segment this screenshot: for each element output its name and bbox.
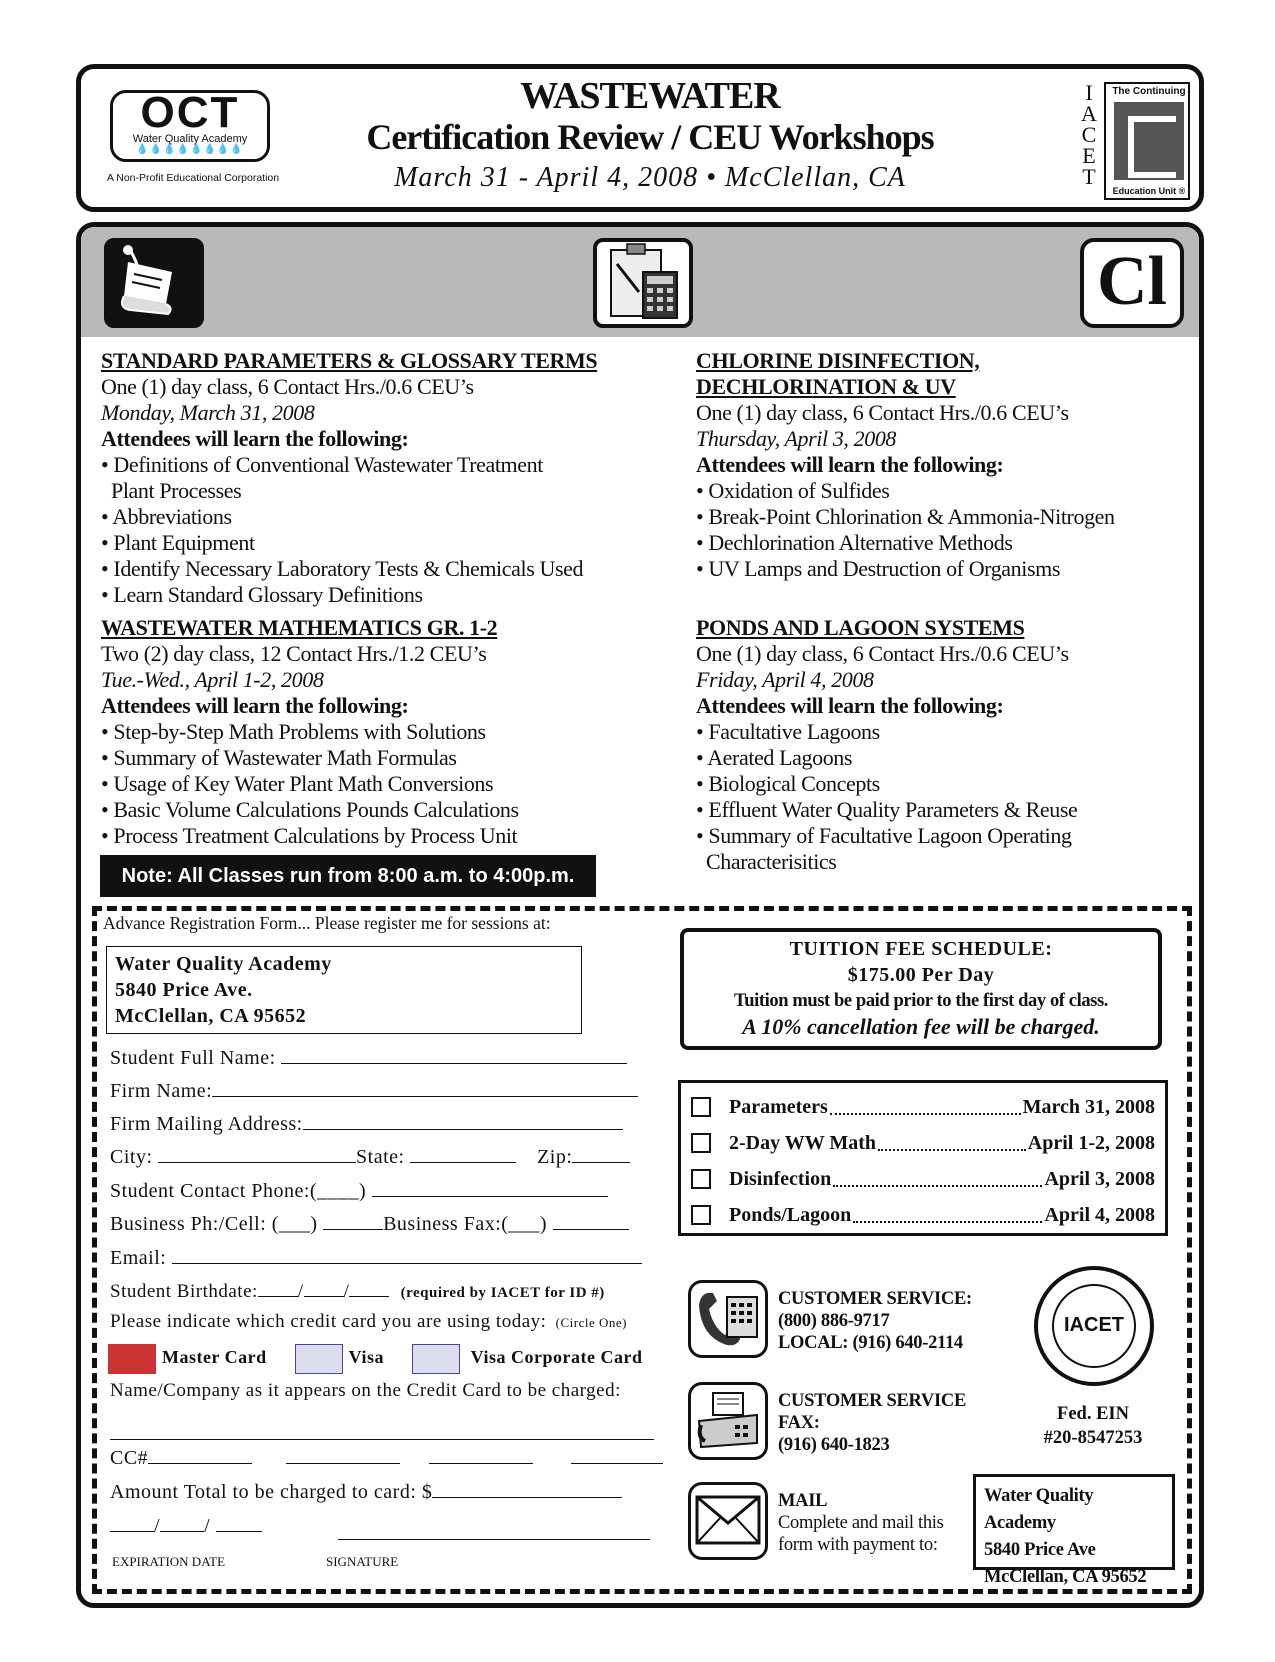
- page-subtitle: Certification Review / CEU Workshops: [366, 117, 934, 157]
- amount-field[interactable]: [110, 1480, 622, 1504]
- course-learn-heading: Attendees will learn the following:: [101, 693, 409, 718]
- session-row-ponds[interactable]: [691, 1197, 1155, 1233]
- course-math: [101, 615, 661, 849]
- business-fax-input[interactable]: [553, 1212, 629, 1230]
- chlorine-symbol-icon: Cl: [1080, 238, 1184, 328]
- business-phone-input[interactable]: [323, 1212, 383, 1230]
- course-duration: Two (2) day class, 12 Contact Hrs./1.2 CEU’s: [101, 641, 487, 666]
- iacet-letter: T: [1082, 164, 1096, 189]
- cc-circle-note: (Circle One): [555, 1315, 628, 1330]
- fax-title: CUSTOMER SERVICE: [778, 1391, 966, 1411]
- cc-number-field[interactable]: [110, 1446, 663, 1470]
- birthdate-note: (required by IACET for ID #): [400, 1285, 605, 1301]
- course-date: Monday, March 31, 2008: [101, 400, 315, 425]
- water-drops-icon: 💧💧💧💧💧💧💧💧: [136, 144, 244, 155]
- visa-corporate-icon: [412, 1344, 460, 1374]
- session-date: April 3, 2008: [1044, 1167, 1155, 1190]
- birth-year-input[interactable]: [349, 1279, 389, 1297]
- course-title: WASTEWATER MATHEMATICS GR. 1-2: [101, 615, 498, 640]
- course-item: • Step-by-Step Math Problems with Solutions: [101, 719, 486, 744]
- fee-price: $175.00 Per Day: [847, 964, 995, 986]
- page-title: WASTEWATER: [520, 75, 780, 117]
- course-item: • Plant Equipment: [101, 530, 255, 555]
- course-item: • Oxidation of Sulfides: [696, 478, 890, 503]
- name-on-card-label: Name/Company as it appears on the Credit Card to be charged:: [110, 1380, 621, 1401]
- course-item: • Biological Concepts: [696, 771, 880, 796]
- name-on-card-input[interactable]: [110, 1422, 654, 1440]
- birth-day-input[interactable]: [304, 1279, 344, 1297]
- seal-text: IACET: [1064, 1314, 1124, 1336]
- leader-dots: [833, 1181, 1042, 1187]
- student-name-field[interactable]: [110, 1046, 627, 1070]
- fax-machine-icon: [688, 1382, 768, 1460]
- course-learn-heading: Attendees will learn the following:: [696, 452, 1004, 477]
- session-name: 2-Day WW Math: [729, 1131, 877, 1154]
- ceu-logo: [1104, 82, 1190, 200]
- course-learn-heading: Attendees will learn the following:: [101, 426, 409, 451]
- course-title: STANDARD PARAMETERS & GLOSSARY TERMS: [101, 348, 598, 373]
- mail-instruction: form with payment to:: [778, 1535, 938, 1555]
- session-checkbox[interactable]: [691, 1169, 711, 1189]
- course-duration: One (1) day class, 6 Contact Hrs./0.6 CEU’s: [696, 641, 1069, 666]
- field-label: Firm Mailing Address:: [110, 1113, 303, 1135]
- course-item: • Break-Point Chlorination & Ammonia-Nitrogen: [696, 504, 1115, 529]
- logo-subtitle: Water Quality Academy: [132, 133, 248, 145]
- input-line[interactable]: [303, 1112, 623, 1130]
- phone-number[interactable]: (800) 886-9717: [778, 1311, 890, 1331]
- session-checkbox[interactable]: [691, 1133, 711, 1153]
- cc-group-2[interactable]: [286, 1446, 400, 1464]
- birth-month-input[interactable]: [258, 1279, 298, 1297]
- card-label: Visa Corporate Card: [470, 1347, 643, 1368]
- cc-group-4[interactable]: [571, 1446, 663, 1464]
- fax-number[interactable]: (916) 640-1823: [778, 1435, 890, 1455]
- fed-ein-number: #20-8547253: [1043, 1428, 1143, 1448]
- course-item: Characterisitics: [706, 849, 837, 874]
- session-checklist: [678, 1080, 1168, 1236]
- course-item: • Summary of Facultative Lagoon Operating: [696, 823, 1072, 848]
- signature-input[interactable]: [338, 1522, 650, 1540]
- fax-contact: [778, 1390, 966, 1456]
- mail-contact: [778, 1490, 944, 1556]
- contact-phone-field[interactable]: [110, 1179, 608, 1203]
- course-date: Friday, April 4, 2008: [696, 667, 874, 692]
- business-phone-fax-field[interactable]: [110, 1212, 629, 1236]
- class-hours-note: Note: All Classes run from 8:00 a.m. to 4:00p.m.: [100, 855, 596, 897]
- tuition-fee-box: [680, 928, 1162, 1050]
- course-parameters: [101, 348, 661, 608]
- visa-option[interactable]: [295, 1347, 384, 1367]
- leader-dots: [853, 1217, 1042, 1223]
- course-item: • Basic Volume Calculations Pounds Calculations: [101, 797, 519, 822]
- address-line: 5840 Price Ave: [984, 1540, 1096, 1560]
- event-dateline: March 31 - April 4, 2008 • McClellan, CA: [394, 162, 906, 193]
- field-label: State:: [356, 1146, 405, 1168]
- mail-envelope-icon: [688, 1482, 768, 1560]
- cc-group-3[interactable]: [429, 1446, 533, 1464]
- firm-address-field[interactable]: [110, 1112, 623, 1136]
- iacet-letter: C: [1081, 122, 1097, 147]
- signature-label: SIGNATURE: [326, 1554, 399, 1569]
- iacet-letter: A: [1081, 101, 1097, 126]
- exp-day-input[interactable]: [160, 1514, 204, 1532]
- session-date: March 31, 2008: [1022, 1095, 1155, 1118]
- firm-name-field[interactable]: [110, 1079, 638, 1103]
- field-label: Student Full Name:: [110, 1047, 276, 1069]
- calculator-icon: [593, 238, 693, 328]
- expiration-field[interactable]: / /: [110, 1514, 262, 1538]
- iacet-vertical-text: [1078, 82, 1100, 187]
- zip-input[interactable]: [572, 1145, 630, 1163]
- email-field[interactable]: [110, 1246, 642, 1270]
- iacet-letter: E: [1082, 143, 1096, 168]
- field-label: Amount Total to be charged to card: $: [110, 1481, 433, 1503]
- mail-instruction: Complete and mail this: [778, 1513, 944, 1533]
- fed-ein-label: Fed. EIN: [1057, 1404, 1129, 1424]
- field-label: City:: [110, 1146, 153, 1168]
- course-item: • Learn Standard Glossary Definitions: [101, 582, 423, 607]
- address-line: 5840 Price Ave.: [115, 979, 253, 1001]
- input-line[interactable]: [281, 1046, 627, 1064]
- course-item: • Usage of Key Water Plant Math Conversions: [101, 771, 494, 796]
- mastercard-icon: [108, 1344, 156, 1374]
- exp-month-input[interactable]: [110, 1514, 154, 1532]
- fee-title: TUITION FEE SCHEDULE:: [789, 938, 1053, 960]
- visa-corporate-option[interactable]: [412, 1347, 643, 1367]
- cc-group-1[interactable]: [148, 1446, 252, 1464]
- course-item: • Abbreviations: [101, 504, 232, 529]
- fax-title: FAX:: [778, 1413, 820, 1433]
- field-label: Business Fax:(___): [383, 1213, 548, 1235]
- course-date: Thursday, April 3, 2008: [696, 426, 897, 451]
- city-input[interactable]: [158, 1145, 356, 1163]
- address-line: Water Quality Academy: [984, 1486, 1094, 1533]
- field-label: Student Birthdate:: [110, 1281, 258, 1302]
- expiration-label: EXPIRATION DATE: [112, 1554, 226, 1569]
- ceu-mark-icon: [1114, 102, 1184, 180]
- oct-logo: [110, 90, 270, 162]
- course-date: Tue.-Wed., April 1-2, 2008: [101, 667, 324, 692]
- course-item: • Definitions of Conventional Wastewater Treatment: [101, 452, 543, 477]
- fee-cancel: A 10% cancellation fee will be charged.: [742, 1014, 1100, 1039]
- session-date: April 1-2, 2008: [1027, 1131, 1155, 1154]
- course-item: • Facultative Lagoons: [696, 719, 880, 744]
- card-label: Visa: [348, 1347, 384, 1368]
- iacet-seal-icon: [1034, 1266, 1154, 1386]
- city-state-zip-field[interactable]: [110, 1145, 630, 1169]
- input-line[interactable]: [372, 1179, 608, 1197]
- iacet-letter: I: [1085, 80, 1093, 105]
- course-duration: One (1) day class, 6 Contact Hrs./0.6 CEU’s: [696, 400, 1069, 425]
- session-name: Disinfection: [729, 1167, 832, 1190]
- field-label: CC#: [110, 1447, 149, 1469]
- card-label: Master Card: [162, 1347, 267, 1368]
- course-item: • Dechlorination Alternative Methods: [696, 530, 1013, 555]
- logo-text: OCT: [140, 88, 240, 137]
- fed-ein: [1030, 1402, 1156, 1450]
- input-line[interactable]: [212, 1079, 638, 1097]
- card-options: [108, 1344, 642, 1374]
- exp-year-input[interactable]: [216, 1514, 262, 1532]
- logo-tagline: A Non-Profit Educational Corporation: [106, 172, 280, 184]
- telephone-icon: [688, 1280, 768, 1358]
- course-ponds: [696, 615, 1196, 875]
- mail-title: MAIL: [778, 1491, 828, 1511]
- local-phone-number[interactable]: LOCAL: (916) 640-2114: [778, 1333, 963, 1353]
- state-input[interactable]: [410, 1145, 516, 1163]
- ceu-logo-top-text: The Continuing: [1112, 86, 1186, 97]
- course-item: Plant Processes: [111, 478, 242, 503]
- course-item: • Process Treatment Calculations by Process Unit: [101, 823, 518, 848]
- cc-prompt-text: Please indicate which credit card you are using today:: [110, 1311, 547, 1332]
- visa-icon: [295, 1344, 343, 1374]
- field-label: Student Contact Phone:(____): [110, 1180, 367, 1202]
- mastercard-option[interactable]: [108, 1347, 267, 1367]
- fee-rule: Tuition must be paid prior to the first day of class.: [733, 991, 1109, 1011]
- seal-inner: [1052, 1284, 1136, 1368]
- course-item: • UV Lamps and Destruction of Organisms: [696, 556, 1061, 581]
- session-date: April 4, 2008: [1044, 1203, 1155, 1226]
- course-duration: One (1) day class, 6 Contact Hrs./0.6 CEU’s: [101, 374, 474, 399]
- phone-contact: [778, 1288, 972, 1354]
- form-intro: Advance Registration Form... Please register me for sessions at:: [103, 913, 551, 933]
- address-line: McClellan, CA 95652: [984, 1567, 1147, 1587]
- address-line: Water Quality Academy: [115, 953, 332, 975]
- field-label: Firm Name:: [110, 1080, 213, 1102]
- field-label: Zip:: [537, 1146, 573, 1168]
- course-item: • Summary of Wastewater Math Formulas: [101, 745, 457, 770]
- course-item: • Identify Necessary Laboratory Tests & Chemicals Used: [101, 556, 584, 581]
- leader-dots: [878, 1145, 1026, 1151]
- course-title: CHLORINE DISINFECTION,: [696, 348, 980, 373]
- session-name: Ponds/Lagoon: [729, 1203, 852, 1226]
- session-checkbox[interactable]: [691, 1205, 711, 1225]
- address-line: McClellan, CA 95652: [115, 1005, 307, 1027]
- course-chlorine: [696, 348, 1196, 582]
- session-row-disinfection[interactable]: [691, 1161, 1155, 1197]
- venue-address: [106, 946, 582, 1034]
- session-row-parameters[interactable]: [691, 1089, 1155, 1125]
- leader-dots: [830, 1109, 1021, 1115]
- birthdate-field[interactable]: Student Birthdate: / / (required by IACET for ID #): [110, 1281, 605, 1302]
- session-row-math[interactable]: [691, 1125, 1155, 1161]
- scroll-icon: [104, 238, 204, 328]
- course-item: • Effluent Water Quality Parameters & Reuse: [696, 797, 1078, 822]
- input-line[interactable]: [172, 1246, 642, 1264]
- course-learn-heading: Attendees will learn the following:: [696, 693, 1004, 718]
- field-label: Business Ph:/Cell: (___): [110, 1213, 318, 1235]
- course-title: DECHLORINATION & UV: [696, 374, 956, 399]
- phone-title: CUSTOMER SERVICE:: [778, 1289, 972, 1309]
- ceu-logo-bottom-text: Education Unit ®: [1112, 186, 1186, 196]
- mailing-address-box: [973, 1474, 1175, 1587]
- course-title: PONDS AND LAGOON SYSTEMS: [696, 615, 1025, 640]
- session-checkbox[interactable]: [691, 1097, 711, 1117]
- course-item: • Aerated Lagoons: [696, 745, 853, 770]
- session-name: Parameters: [729, 1095, 828, 1118]
- amount-input[interactable]: [432, 1480, 622, 1498]
- field-label: Email:: [110, 1247, 167, 1269]
- cc-prompt: [110, 1311, 627, 1333]
